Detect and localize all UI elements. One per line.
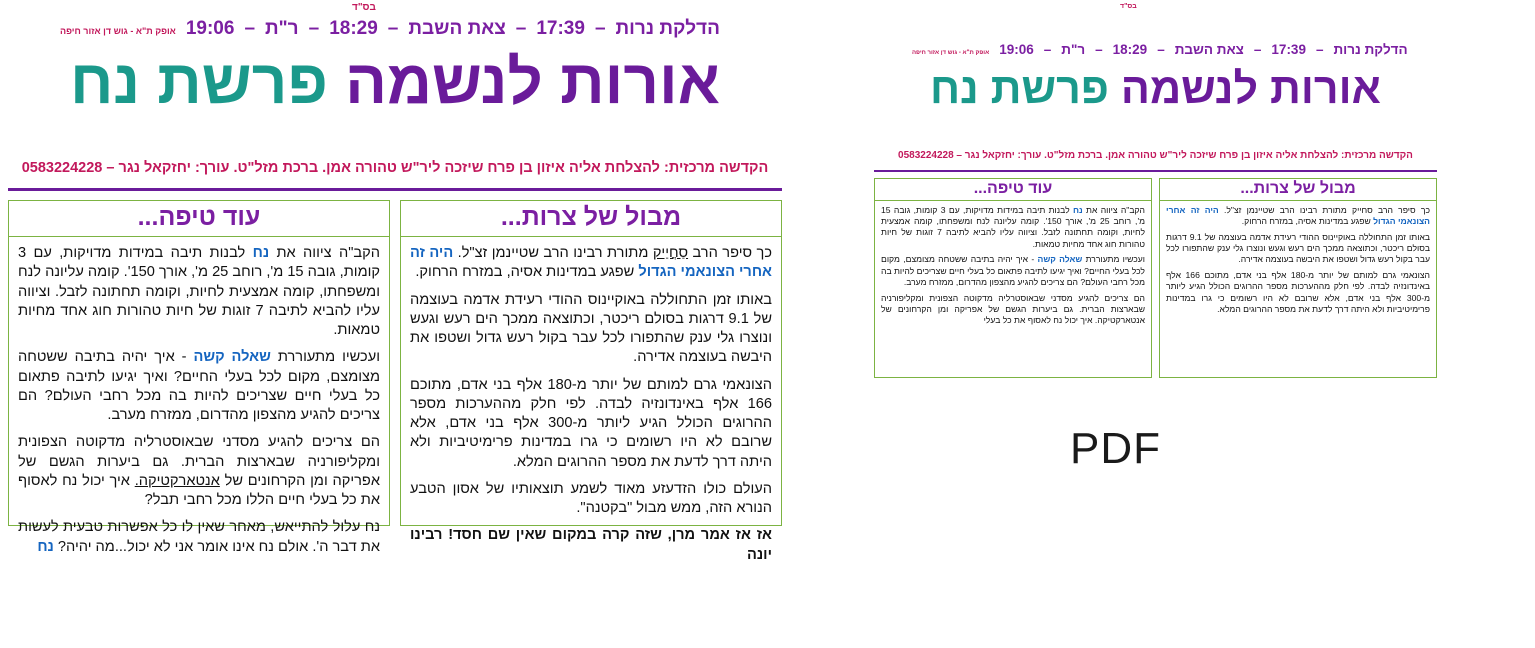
inline-highlight: היה זה xyxy=(1190,205,1219,215)
inline-highlight: שאלה קשה xyxy=(1037,254,1083,265)
masthead-title-part2: פרשת נח xyxy=(69,48,328,117)
newsletter-page-main xyxy=(0,0,790,563)
article-body-mabul xyxy=(401,237,781,580)
masthead-title-part1: אורות לנשמה xyxy=(345,48,721,117)
rabbeinu-tam-time: 19:06 xyxy=(185,18,235,39)
article-title-od-tipa: עוד טיפה... xyxy=(875,179,1151,201)
article-paragraph: הקב"ה ציווה את נח לבנות תיבה במידות מדויקות, עם 3 קומות, גובה 15 מ', רוחב 25 מ', אורך 150'. קומה עליונה לנח ומשפחתו, קומה אמצעית לחיות, וקומה תחתונה לזבל. וציווה עליו להביא לתיבה 7 זוגות של חיות טהורות חוג אחד מחיות טמאות. xyxy=(18,245,380,338)
article-column-mabul xyxy=(400,200,782,563)
inline-highlight: אחרי הצונאמי הגדול xyxy=(638,264,772,281)
article-paragraph: כך סיפר הרב סַחֲיַיק מתורת רבינו הרב שטיינמן זצ"ל. היה זה אחרי הצונאמי הגדול שפגע במדינות אסיה, במזרח הרחוק. xyxy=(410,245,772,281)
article-paragraph: נח עלול להתייאש, מאחר שאין לו כל אפשרות טבעית לעשות את דבר ה'. אולם נח אינו אומר אני לא יכול...מה יהיה? נח xyxy=(18,519,380,555)
article-columns xyxy=(8,200,782,563)
city-horizon-note: אופק ת"א - גוש דן אזור חיפה xyxy=(912,50,990,56)
inline-highlight: נח xyxy=(1072,205,1083,215)
article-columns xyxy=(874,178,1437,378)
shabbat-end-label: צאת השבת xyxy=(1174,42,1244,57)
header-divider xyxy=(8,188,782,191)
dedication-line: הקדשה מרכזית: להצלחת אליה איזון בן פרח שיזכה ליר"ש טהורה אמן. ברכת מזל"ט. עורך: יחזקאל נגר – 0583224228 xyxy=(21,160,769,176)
header-divider xyxy=(874,170,1437,172)
times-separator-1: – xyxy=(1315,42,1324,57)
times-separator-5: – xyxy=(244,18,256,39)
shabbat-end-label: צאת השבת xyxy=(408,18,506,39)
times-separator-5: – xyxy=(1043,42,1052,57)
times-separator-4: – xyxy=(308,18,320,39)
times-separator-2: – xyxy=(515,18,527,39)
article-paragraph: הקב"ה ציווה את נח לבנות תיבה במידות מדויקות, עם 3 קומות, גובה 15 מ', רוחב 25 מ', אורך 150'. קומה עליונה לנח ומשפחתו, קומה אמצעית לחיות, וקומה תחתונה לזבל. וציווה עליו להביא לתיבה 7 זוגות של חיות טהורות חוג אחד מחיות טמאות. xyxy=(881,205,1146,249)
article-column-mabul xyxy=(1159,178,1437,378)
article-column-od-tipa xyxy=(874,178,1152,378)
article-paragraph: הצונאמי גרם למותם של יותר מ-180 אלף בני אדם, מתוכם 166 אלף באינדונזיה לבדה. לפי חלק מההערכות מספר ההרוגים הכולל הגיע ליותר מ-300 אלף בני אדם, אלא שרובם לא היו רשומים כי גרו במדינות פרימיטיביות ולא היתה דרך לדעת את מספר ההרוגים המלא. xyxy=(410,376,772,470)
article-paragraph-emphasis: אז אז אמר מרן, שזה קרה במקום שאין שם חסד! רבינו יונה xyxy=(410,527,772,563)
inline-highlight: נח xyxy=(252,245,270,261)
times-separator-3: – xyxy=(387,18,399,39)
masthead-title-part1: אורות לנשמה xyxy=(1120,65,1381,113)
bsd-mark: בס"ד xyxy=(352,2,376,13)
article-paragraph: ועכשיו מתעוררת שאלה קשה - איך יהיה בתיבה ששטחה מצומצם, מקום לכל בעלי החיים? ואיך יגיעו לתיבה פתאום כל בעלי חיים שצריכים להיות בה מכל רחבי העולם? הם צריכים להגיע מהצפון מהדרום, ממזרח מערב. xyxy=(18,349,380,424)
inline-highlight: אחרי הצונאמי הגדול xyxy=(1166,205,1430,227)
zmanim-times-row xyxy=(60,18,720,40)
article-paragraph: הם צריכים להגיע מסדני שבאוסטרליה מדקוטה הצפונית ומקליפורניה שבארצות הברית. גם ביערות הגשם של אפריקה ומן הקרחונים של אנטארקטיקה. איך יכול נח לאסוף את כל בעלי xyxy=(881,292,1145,325)
masthead-title xyxy=(868,65,1443,113)
candle-lighting-time: 17:39 xyxy=(1271,42,1306,57)
zmanim-times-row xyxy=(912,42,1408,57)
article-title-od-tipa: עוד טיפה... xyxy=(9,201,389,237)
article-paragraph: העולם כולו הזדעזע מאוד לשמע תוצאותיו של אסון הטבע הנורא הזה, ממש מבול "בקטנה". xyxy=(410,480,772,517)
article-paragraph: ועכשיו מתעוררת שאלה קשה - איך יהיה בתיבה ששטחה מצומצם, מקום לכל בעלי החיים? ואיך יגיעו לתיבה פתאום כל בעלי חיים שצריכים להיות בה מכל רחבי העולם? הם צריכים להגיע מהצפון מהדרום, ממזרח מערב. xyxy=(881,254,1145,287)
pdf-format-label: PDF xyxy=(1070,424,1161,473)
city-horizon-note: אופק ת"א - גוש דן אזור חיפה xyxy=(60,26,176,36)
rabbeinu-tam-time: 19:06 xyxy=(999,42,1034,57)
rabbeinu-tam-label: ר"ת xyxy=(1061,42,1086,57)
dedication-line: הקדשה מרכזית: להצלחת אליה איזון בן פרח שיזכה ליר"ש טהורה אמן. ברכת מזל"ט. עורך: יחזקאל נגר – 0583224228 xyxy=(898,150,1413,161)
candle-lighting-label: הדלקת נרות xyxy=(615,18,720,39)
inline-highlight: שאלה קשה xyxy=(193,349,271,366)
inline-emphasis: סַחֲיַיק xyxy=(652,245,689,261)
article-title-mabul: מבול של צרות... xyxy=(401,201,781,237)
article-paragraph: הצונאמי גרם למותם של יותר מ-180 אלף בני אדם, מתוכם 166 אלף באינדונזיה לבדה. לפי חלק מההערכות מספר ההרוגים הכולל הגיע ליותר מ-300 אלף בני אדם, אלא שרובם לא היו רשומים כי גרו במדינות פרימיטיביות ולא היתה דרך לדעת את מספר ההרוגים המלא. xyxy=(1166,270,1430,314)
article-paragraph: באותו זמן התחוללה באוקיינוס ההודי רעידת אדמה בעוצמה של 9.1 דרגות בסולם ריכטר, וכתוצאה ממכך הים רעש וגעש ונוצרו גלי ענק שהתפורו לכל עבר בקול רעש גדול ושטפו את היבשה בעוצמה אדירה. xyxy=(410,291,772,366)
inline-highlight: נח xyxy=(37,538,54,555)
inline-highlight: היה זה xyxy=(410,245,454,261)
times-separator-1: – xyxy=(594,18,606,39)
bsd-mark: בס"ד xyxy=(1120,3,1137,10)
article-body-od-tipa xyxy=(9,237,389,572)
article-body-mabul xyxy=(1160,201,1436,324)
masthead-title xyxy=(0,48,790,117)
masthead-title-part2: פרשת נח xyxy=(930,65,1109,113)
article-paragraph: כך סיפר הרב סחייק מתורת רבינו הרב שטיינמן זצ"ל. היה זה אחרי הצונאמי הגדול שפגע במדינות אסיה, במזרח הרחוק. xyxy=(1166,205,1431,227)
shabbat-end-time: 18:29 xyxy=(1112,42,1148,57)
times-separator-2: – xyxy=(1253,42,1262,57)
newsletter-page-thumbnail[interactable] xyxy=(868,0,1443,385)
article-title-mabul: מבול של צרות... xyxy=(1160,179,1436,201)
times-separator-3: – xyxy=(1157,42,1165,57)
candle-lighting-time: 17:39 xyxy=(536,18,585,39)
article-body-od-tipa xyxy=(875,201,1151,335)
candle-lighting-label: הדלקת נרות xyxy=(1333,42,1408,57)
article-paragraph: הם צריכים להגיע מסדני שבאוסטרליה מדקוטה הצפונית ומקליפורניה שבארצות הברית. גם ביערות הגשם של אפריקה ומן הקרחונים של אנטארקטיקה. איך יכול נח לאסוף את כל בעלי חיים הללו מכל רחבי תבל? xyxy=(18,434,380,509)
inline-emphasis: אנטארקטיקה. xyxy=(134,472,220,489)
article-paragraph: באותו זמן התחוללה באוקיינוס ההודי רעידת אדמה בעוצמה של 9.1 דרגות בסולם ריכטר, וכתוצאה ממכך הים רעש וגעש ונוצרו גלי ענק שהתפורו לכל עבר בקול רעש גדול ושטפו את היבשה בעוצמה אדירה. xyxy=(1166,232,1430,265)
article-column-od-tipa xyxy=(8,200,390,555)
shabbat-end-time: 18:29 xyxy=(329,18,378,39)
rabbeinu-tam-label: ר"ת xyxy=(265,18,299,39)
times-separator-4: – xyxy=(1095,42,1103,57)
